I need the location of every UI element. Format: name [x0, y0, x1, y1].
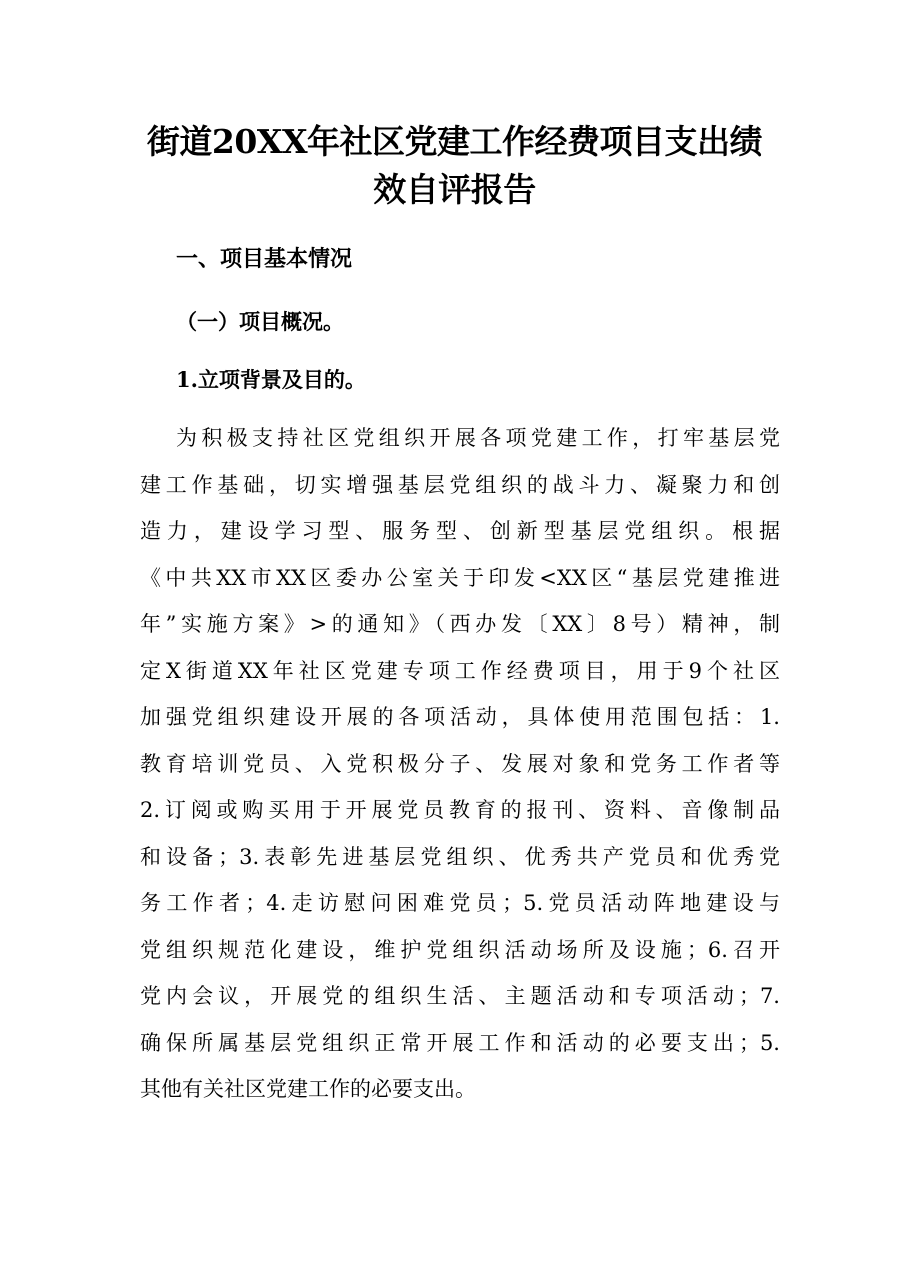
section-heading-project-basics: 一、项目基本情况	[176, 247, 353, 272]
paragraph-line: 定X街道XX年社区党建专项工作经费项目，用于9个社区	[140, 658, 780, 683]
paragraph-background	[140, 422, 780, 1120]
paragraph-line: 加强党组织建设开展的各项活动，具体使用范围包括：1.	[140, 705, 780, 729]
paragraph-line: 党组织规范化建设，维护党组织活动场所及设施；6.召开	[140, 937, 780, 962]
title-line-1: 街道20XX年社区党建工作经费项目支出绩	[146, 122, 763, 161]
paragraph-line: 党内会议，开展党的组织生活、主题活动和专项活动；7.	[140, 984, 780, 1008]
paragraph-line: 和设备；3.表彰先进基层党组织、优秀共产党员和优秀党	[140, 844, 780, 869]
paragraph-line: 为积极支持社区党组织开展各项党建工作，打牢基层党	[176, 426, 780, 450]
paragraph-line: 务工作者；4.走访慰问困难党员；5.党员活动阵地建设与	[140, 891, 780, 915]
paragraph-line: 造力，建设学习型、服务型、创新型基层党组织。根据	[140, 519, 780, 543]
paragraph-line: 2.订阅或购买用于开展党员教育的报刊、资料、音像制品	[140, 798, 780, 822]
paragraph-line: 教育培训党员、入党积极分子、发展对象和党务工作者等	[140, 751, 780, 776]
paragraph-line: 确保所属基层党组织正常开展工作和活动的必要支出；5.	[140, 1030, 780, 1055]
document-title	[100, 118, 809, 214]
subsection-heading-overview: （一）项目概况。	[176, 309, 344, 334]
paragraph-line: 《中共XX市XX区委办公室关于印发<XX区“基层党建推进	[140, 565, 780, 590]
paragraph-line: 年”实施方案》>的通知》（西办发〔XX〕8号）精神，制	[140, 612, 780, 636]
item-heading-background: 1.立项背景及目的。	[176, 367, 366, 392]
paragraph-line: 其他有关社区党建工作的必要支出。	[140, 1077, 476, 1101]
title-line-2: 效自评报告	[373, 170, 536, 209]
paragraph-line: 建工作基础，切实增强基层党组织的战斗力、凝聚力和创	[140, 472, 780, 497]
